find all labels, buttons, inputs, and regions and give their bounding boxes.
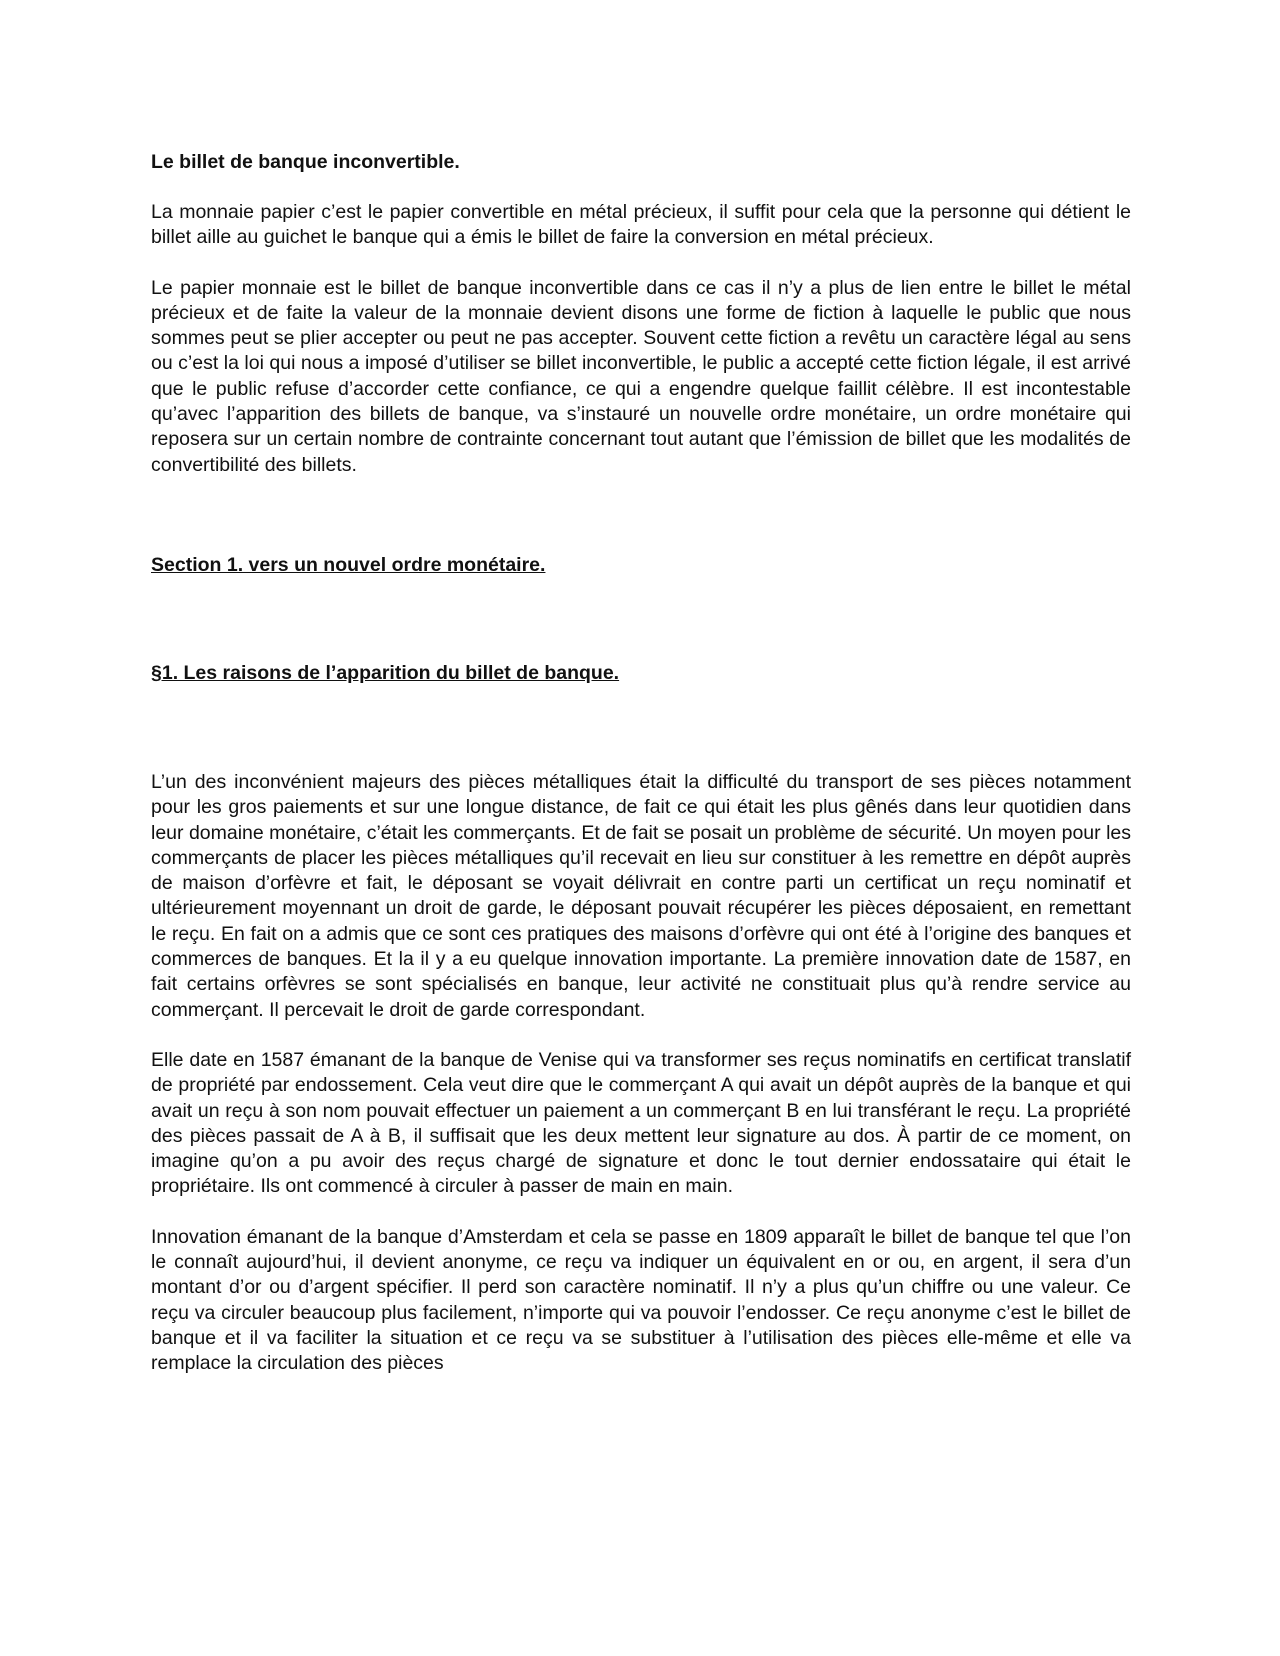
paragraph-monnaie-papier: La monnaie papier c’est le papier convertible en métal précieux, il suffit pour cela que la personne qui détient le billet aille au guichet le banque qui a émis le billet de faire la conversion en métal précieux. xyxy=(151,201,1131,249)
document-title: Le billet de banque inconvertible. xyxy=(151,151,460,173)
subsection-heading: §1. Les raisons de l’apparition du billet de banque. xyxy=(151,661,620,684)
document-page xyxy=(151,150,1131,1402)
section-heading: Section 1. vers un nouvel ordre monétaire. xyxy=(151,553,546,576)
paragraph-banque-amsterdam: Innovation émanant de la banque d’Amsterdam et cela se passe en 1809 apparaît le billet de banque tel que l’on le connaît aujourd’hui, il devient anonyme, ce reçu va indiquer un équivalent en or ou, en argent, il sera d’un montant d’or ou d’argent spécifier. Il perd son caractère nominatif. Il n’y a plus qu’un chiffre ou une valeur. Ce reçu va circuler beaucoup plus facilement, n’importe qui va pouvoir l’endosser. Ce reçu anonyme c’est le billet de banque et il va faciliter la situation et ce reçu va se substituer à l’utilisation des pièces elle-même et elle va remplace la circulation des pièces xyxy=(151,1225,1131,1375)
paragraph-pieces-metalliques: L’un des inconvénient majeurs des pièces métalliques était la difficulté du transport de ses pièces notamment pour les gros paiements et sur une longue distance, de fait ce qui était les plus gênés dans leur quotidien dans leur domaine monétaire, c’était les commerçants. Et de fait se posait un problème de sécurité. Un moyen pour les commerçants de placer les pièces métalliques qu’il recevait en lieu sur constituer à les remettre en dépôt auprès de maison d’orfèvre et fait, le déposant se voyait délivrait en contre parti un certificat un reçu nominatif et ultérieurement moyennant un droit de garde, le déposant pouvait récupérer les pièces déposaient, en remettant le reçu. En fait on a admis que ce sont ces pratiques des maisons d’orfèvre qui ont été à l’origine des banques et commerces de banques. Et la il y a eu quelque innovation importante. La première innovation date de 1587, en fait certains orfèvres se sont spécialisés en banque, leur activité ne constituait plus qu’à rendre service au commerçant. Il percevait le droit de garde correspondant. xyxy=(151,770,1131,1021)
paragraph-papier-monnaie: Le papier monnaie est le billet de banque inconvertible dans ce cas il n’y a plus de lien entre le billet le métal précieux et de faite la valeur de la monnaie devient disons une forme de fiction à laquelle le public que nous sommes peut se plier accepter ou peut ne pas accepter. Souvent cette fiction a revêtu un caractère légal au sens ou c’est la loi qui nous a imposé d’utiliser se billet inconvertible, le public a accepté cette fiction légale, il est arrivé que le public refuse d’accorder cette confiance, ce qui a engendre quelque faillit célèbre. Il est incontestable qu’avec l’apparition des billets de banque, va s’instauré un nouvelle ordre monétaire, un ordre monétaire qui reposera sur un certain nombre de contrainte concernant tout autant que l’émission de billet que les modalités de convertibilité des billets. xyxy=(151,276,1131,476)
paragraph-banque-venise: Elle date en 1587 émanant de la banque de Venise qui va transformer ses reçus nominatifs en certificat translatif de propriété par endossement. Cela veut dire que le commerçant A qui avait un dépôt auprès de la banque et qui avait un reçu à son nom pouvait effectuer un paiement a un commerçant B en lui transférant le reçu. La propriété des pièces passait de A à B, il suffisait que les deux mettent leur signature au dos. À partir de ce moment, on imagine qu’on a pu avoir des reçus chargé de signature et donc le tout dernier endossataire qui était le propriétaire. Ils ont commencé à circuler à passer de main en main. xyxy=(151,1048,1131,1198)
